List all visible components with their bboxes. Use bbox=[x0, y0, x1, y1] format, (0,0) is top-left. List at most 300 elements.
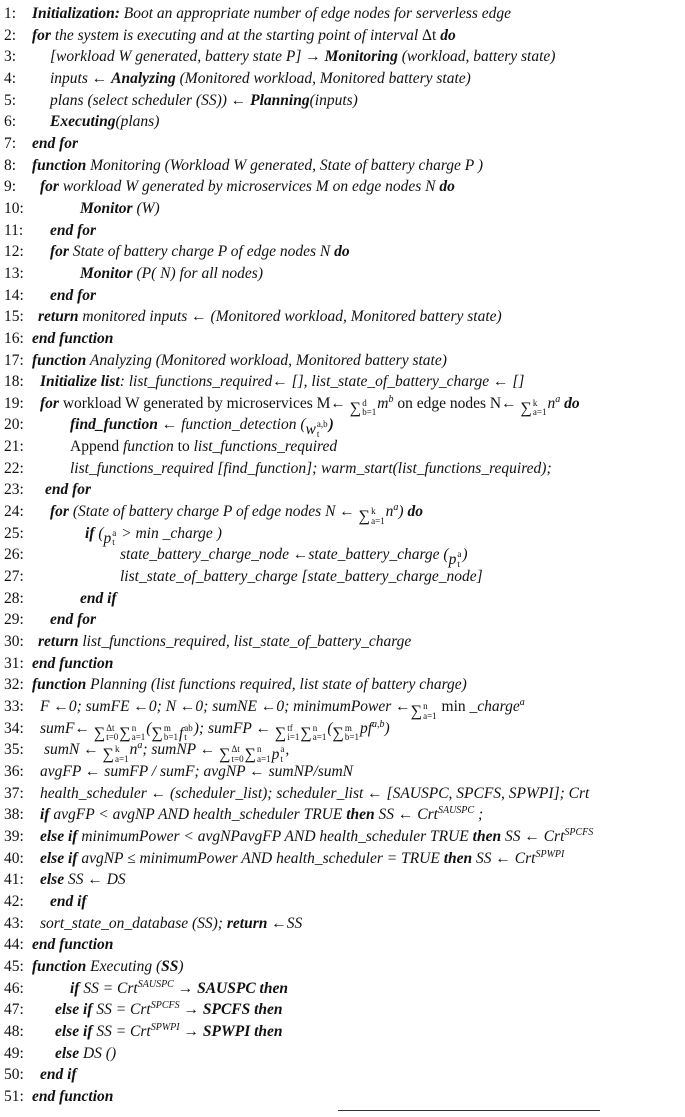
keyword: function bbox=[32, 676, 87, 694]
code-text: to bbox=[173, 438, 194, 456]
line-text bbox=[40, 1064, 77, 1086]
math-superscript: m bbox=[163, 722, 171, 733]
keyword: Initialization: bbox=[32, 5, 120, 22]
math-superscript: k bbox=[532, 397, 538, 408]
math-subscript: b=1 bbox=[362, 407, 377, 418]
algorithm-line bbox=[0, 479, 685, 501]
line-text bbox=[40, 783, 589, 805]
algorithm-line bbox=[0, 25, 685, 47]
keyword: end for bbox=[45, 481, 92, 499]
code-text: health_scheduler ← (scheduler_list); scheduler_list ← [SAUSPC, SPCFS, SPWPI]; Crt bbox=[40, 784, 590, 802]
code-text: avgFP ← sumFP / sumF; avgNP ← sumNP/sumN bbox=[40, 762, 354, 780]
line-number: 9: bbox=[4, 178, 17, 196]
math-base: p bbox=[271, 746, 280, 764]
math-superscript: Δt bbox=[106, 722, 115, 733]
algorithm-line bbox=[0, 588, 685, 610]
code-text: monitored inputs ← (Monitored workload, Monitored battery state) bbox=[78, 308, 502, 326]
line-text bbox=[32, 934, 113, 956]
algorithm-line bbox=[0, 350, 685, 372]
code-text: m bbox=[377, 394, 389, 412]
algorithm-line bbox=[0, 458, 685, 480]
line-number: 10: bbox=[4, 199, 24, 217]
code-text: → bbox=[179, 1022, 203, 1040]
line-text bbox=[44, 739, 290, 764]
math-superscript: m bbox=[344, 722, 352, 733]
code-text: Monitoring (Workload W generated, State of battery charge P ) bbox=[86, 156, 484, 174]
keyword: Analyzing bbox=[111, 69, 176, 87]
algorithm-line bbox=[0, 263, 685, 285]
code-text: Executing ( bbox=[86, 957, 162, 975]
line-text bbox=[40, 869, 126, 891]
code-text: sumF← bbox=[40, 719, 94, 737]
line-text bbox=[32, 653, 113, 675]
math-subscript: t bbox=[184, 732, 187, 743]
algorithm-line bbox=[0, 90, 685, 112]
code-text: ) bbox=[398, 503, 404, 521]
math-superscript: a bbox=[137, 740, 143, 752]
algorithm-line bbox=[0, 609, 685, 631]
math-superscript: SPWPI bbox=[535, 848, 565, 860]
line-text bbox=[80, 198, 160, 220]
code-text: DS () bbox=[79, 1044, 117, 1062]
line-number: 26: bbox=[4, 546, 24, 564]
keyword: return bbox=[38, 633, 79, 651]
math-superscript: b bbox=[388, 393, 394, 405]
algorithm-line bbox=[0, 804, 685, 826]
line-number: 31: bbox=[4, 654, 24, 672]
line-text bbox=[32, 956, 184, 978]
line-text bbox=[70, 458, 552, 480]
line-number: 43: bbox=[4, 914, 24, 932]
code-text: ← function_detection ( bbox=[157, 416, 306, 434]
code-text: list_functions_required bbox=[193, 438, 338, 456]
keyword: Monitor bbox=[80, 199, 133, 217]
keyword: end if bbox=[80, 589, 117, 607]
algorithm-line bbox=[0, 674, 685, 696]
keyword: return bbox=[226, 914, 268, 932]
algorithm-line bbox=[0, 176, 685, 198]
math-base: ∑ bbox=[102, 746, 114, 764]
math-subscript: a=1 bbox=[371, 515, 385, 526]
line-number: 38: bbox=[4, 806, 24, 824]
line-number: 14: bbox=[4, 286, 24, 304]
line-number: 21: bbox=[4, 438, 24, 456]
code-text: (inputs) bbox=[309, 91, 358, 109]
line-text bbox=[50, 46, 555, 68]
math-superscript: a bbox=[519, 697, 525, 708]
keyword: for bbox=[32, 26, 51, 44]
keyword: ) bbox=[328, 416, 334, 434]
line-number: 50: bbox=[4, 1066, 24, 1084]
math-base: ∑ bbox=[151, 724, 163, 742]
keyword: else bbox=[40, 871, 65, 889]
algorithm-line bbox=[0, 46, 685, 68]
math-superscript: k bbox=[114, 744, 120, 755]
code-text: SS = Crt bbox=[92, 1001, 151, 1019]
algorithm-line bbox=[0, 978, 685, 1000]
code-text: SS ← Crt bbox=[374, 806, 438, 824]
keyword: SPCFS then bbox=[202, 1001, 283, 1019]
algorithm-line bbox=[0, 133, 685, 155]
math-superscript: SAUSPC bbox=[437, 805, 475, 817]
line-text bbox=[32, 328, 113, 350]
algorithm-line bbox=[0, 544, 685, 569]
algorithm-line bbox=[0, 783, 685, 805]
keyword: end if bbox=[40, 1066, 77, 1084]
line-number: 36: bbox=[4, 762, 24, 780]
code-text: , bbox=[285, 741, 290, 759]
keyword: else if bbox=[40, 827, 78, 845]
line-number: 20: bbox=[4, 416, 24, 434]
code-text: → bbox=[179, 1001, 203, 1019]
line-text bbox=[50, 220, 96, 242]
code-text: Append bbox=[70, 438, 123, 456]
line-text bbox=[120, 544, 468, 569]
math-base: ∑ bbox=[93, 724, 106, 742]
line-text bbox=[40, 804, 483, 826]
algorithm-listing bbox=[0, 3, 685, 1107]
math-superscript: tf bbox=[287, 722, 293, 733]
line-text bbox=[38, 306, 502, 328]
code-text: ); sumFP ← bbox=[193, 719, 275, 737]
line-text bbox=[70, 436, 337, 458]
math-base: ∑ bbox=[520, 399, 532, 417]
keyword: Monitoring bbox=[324, 48, 398, 66]
line-text bbox=[50, 609, 96, 631]
algorithm-line bbox=[0, 220, 685, 242]
line-text bbox=[32, 1086, 113, 1108]
algorithm-line bbox=[0, 1086, 685, 1108]
line-number: 22: bbox=[4, 459, 24, 477]
math-subscript: t bbox=[457, 558, 460, 569]
code-text: SS ← Crt bbox=[501, 827, 565, 845]
line-number: 18: bbox=[4, 373, 24, 391]
algorithm-line bbox=[0, 501, 685, 526]
algorithm-line bbox=[0, 891, 685, 913]
line-number: 47: bbox=[4, 1001, 24, 1019]
math-superscript: a bbox=[280, 744, 285, 755]
line-text bbox=[50, 111, 159, 133]
line-text bbox=[55, 999, 283, 1021]
math-subscript: b=1 bbox=[163, 732, 178, 743]
algorithm-line bbox=[0, 718, 685, 743]
line-text bbox=[55, 1043, 116, 1065]
line-number: 45: bbox=[4, 957, 24, 975]
algorithm-line bbox=[0, 1021, 685, 1043]
keyword: end function bbox=[32, 654, 114, 672]
keyword: then bbox=[443, 849, 473, 867]
code-text: avgFP < avgNP AND health_scheduler TRUE bbox=[49, 806, 347, 824]
line-text bbox=[50, 68, 471, 90]
math-subscript: a=1 bbox=[131, 732, 146, 743]
algorithm-line bbox=[0, 523, 685, 548]
math-superscript: a bbox=[457, 549, 462, 560]
keyword: end function bbox=[32, 329, 114, 347]
line-number: 46: bbox=[4, 979, 24, 997]
algorithm-line bbox=[0, 285, 685, 307]
line-number: 7: bbox=[4, 134, 17, 152]
line-number: 6: bbox=[4, 113, 17, 131]
math-superscript: SPWPI bbox=[150, 1021, 180, 1033]
math-subscript: a=1 bbox=[423, 710, 437, 721]
line-number: 48: bbox=[4, 1022, 24, 1040]
keyword: then bbox=[346, 806, 375, 824]
algorithm-line bbox=[0, 696, 685, 721]
algorithm-line bbox=[0, 956, 685, 978]
math-base: w bbox=[305, 421, 316, 439]
line-text bbox=[50, 241, 350, 263]
algorithm-line bbox=[0, 739, 685, 764]
line-number: 28: bbox=[4, 589, 24, 607]
line-number: 29: bbox=[4, 611, 24, 629]
code-text: pf bbox=[359, 719, 373, 737]
line-number: 23: bbox=[4, 481, 24, 499]
math-subscript: a=1 bbox=[312, 732, 327, 743]
code-text: on edge nodes N← bbox=[393, 394, 521, 412]
line-text bbox=[40, 826, 593, 848]
keyword: then bbox=[472, 827, 502, 845]
math-base: p bbox=[448, 551, 457, 569]
algorithm-line bbox=[0, 436, 685, 458]
keyword: return bbox=[38, 308, 79, 326]
code-text: workload W generated by microservices M on edge nodes N bbox=[58, 178, 440, 196]
code-text: ( bbox=[327, 719, 333, 737]
code-text: SS = Crt bbox=[79, 979, 138, 997]
math-superscript: k bbox=[371, 506, 376, 517]
math-superscript: d bbox=[362, 397, 367, 408]
code-text: plans (select scheduler (SS)) ← bbox=[50, 91, 251, 109]
code-text: list_state_of_battery_charge [state_battery_charge_node] bbox=[120, 568, 483, 586]
math-superscript: n bbox=[131, 722, 137, 733]
keyword: do bbox=[560, 394, 580, 412]
line-text bbox=[32, 350, 447, 372]
code-text: ) bbox=[178, 957, 184, 975]
line-number: 40: bbox=[4, 849, 24, 867]
line-number: 8: bbox=[4, 156, 17, 174]
algorithm-line bbox=[0, 566, 685, 588]
line-number: 11: bbox=[4, 221, 24, 239]
code-text: (plans) bbox=[115, 113, 160, 131]
code-text: workload W generated by microservices M← bbox=[58, 394, 350, 412]
algorithm-line bbox=[0, 241, 685, 263]
keyword: else bbox=[55, 1044, 80, 1062]
line-number: 34: bbox=[4, 719, 24, 737]
line-number: 39: bbox=[4, 827, 24, 845]
code-text: : list_functions_required← [], list_state_of_battery_charge ← [] bbox=[119, 373, 525, 391]
code-text: ←SS bbox=[267, 914, 303, 932]
line-number: 37: bbox=[4, 784, 24, 802]
code-text: sort_state_on_database (SS); bbox=[40, 914, 227, 932]
code-text: State of battery charge P of edge nodes N bbox=[68, 243, 335, 261]
keyword: if bbox=[40, 806, 50, 824]
algorithm-line bbox=[0, 999, 685, 1021]
math-superscript: a,b bbox=[316, 419, 328, 430]
algorithm-line bbox=[0, 3, 685, 25]
math-superscript: n bbox=[423, 701, 428, 711]
line-number: 32: bbox=[4, 676, 24, 694]
code-text: ) bbox=[462, 546, 468, 564]
code-text: (P( N) for all nodes) bbox=[132, 264, 264, 282]
math-subscript: t bbox=[112, 537, 115, 548]
math-superscript: a bbox=[393, 502, 399, 514]
line-text bbox=[80, 263, 263, 285]
math-base: ∑ bbox=[332, 724, 344, 742]
line-text bbox=[80, 588, 117, 610]
line-text bbox=[40, 393, 580, 418]
code-text: ( bbox=[146, 719, 152, 737]
line-number: 33: bbox=[4, 698, 24, 715]
line-text bbox=[40, 761, 353, 783]
line-number: 16: bbox=[4, 329, 24, 347]
math-superscript: n bbox=[257, 744, 262, 755]
code-text: ; bbox=[474, 806, 484, 824]
keyword: end function bbox=[32, 1087, 114, 1105]
line-text bbox=[40, 696, 525, 721]
code-text: list_functions_required [find_function]; warm_start(list_functions_required); bbox=[70, 459, 552, 477]
math-subscript: t=0 bbox=[106, 732, 119, 743]
keyword: end for bbox=[50, 221, 97, 239]
math-subscript: i=1 bbox=[287, 732, 300, 743]
math-subscript: t bbox=[280, 753, 283, 764]
algorithm-line bbox=[0, 934, 685, 956]
math-superscript: a,b bbox=[372, 718, 385, 730]
line-text bbox=[32, 3, 511, 25]
keyword: end for bbox=[50, 286, 97, 304]
keyword: for bbox=[50, 243, 69, 261]
line-number: 1: bbox=[4, 5, 17, 22]
keyword: for bbox=[40, 394, 59, 412]
math-base: ∑ bbox=[358, 508, 371, 526]
math-base: p bbox=[103, 529, 112, 547]
math-subscript: b=1 bbox=[344, 732, 359, 743]
line-number: 13: bbox=[4, 264, 24, 282]
keyword: for bbox=[50, 503, 69, 521]
math-superscript: n bbox=[312, 722, 318, 733]
algorithm-line bbox=[0, 328, 685, 350]
algorithm-line bbox=[0, 371, 685, 393]
code-text: > min _charge ) bbox=[117, 524, 222, 542]
line-text bbox=[70, 414, 334, 439]
bottom-rule bbox=[338, 1110, 600, 1111]
code-text: n bbox=[129, 741, 138, 759]
keyword: else if bbox=[55, 1001, 93, 1019]
line-text bbox=[50, 285, 96, 307]
keyword: end for bbox=[32, 134, 79, 152]
line-text bbox=[32, 133, 78, 155]
line-text bbox=[38, 631, 411, 653]
keyword: SS bbox=[161, 957, 179, 975]
algorithm-line bbox=[0, 653, 685, 675]
algorithm-line bbox=[0, 68, 685, 90]
algorithm-line bbox=[0, 414, 685, 439]
line-number: 35: bbox=[4, 741, 24, 759]
code-text: (Monitored workload, Monitored battery state) bbox=[175, 69, 471, 87]
code-text: n bbox=[547, 394, 556, 412]
line-number: 30: bbox=[4, 633, 24, 651]
line-text bbox=[40, 848, 564, 870]
line-number: 27: bbox=[4, 568, 24, 586]
keyword: else if bbox=[40, 849, 78, 867]
line-text bbox=[55, 1021, 283, 1043]
code-text: → bbox=[173, 979, 198, 997]
keyword: do bbox=[403, 503, 423, 521]
code-text: SS ← Crt bbox=[472, 849, 536, 867]
math-base: ∑ bbox=[119, 724, 131, 742]
keyword: else if bbox=[55, 1022, 93, 1040]
line-number: 5: bbox=[4, 91, 17, 109]
math-base: ∑ bbox=[274, 724, 287, 742]
code-text: (State of battery charge P of edge nodes N ← bbox=[68, 503, 359, 521]
keyword: SAUSPC then bbox=[197, 979, 288, 997]
line-number: 17: bbox=[4, 351, 24, 369]
code-text: sumN ← bbox=[44, 741, 103, 759]
line-text bbox=[45, 479, 91, 501]
line-text bbox=[70, 978, 288, 1000]
keyword: SPWPI then bbox=[202, 1022, 283, 1040]
line-number: 19: bbox=[4, 394, 24, 412]
keyword: end function bbox=[32, 936, 114, 954]
code-text: n bbox=[385, 503, 394, 521]
code-text: (W) bbox=[132, 199, 160, 217]
line-number: 51: bbox=[4, 1087, 24, 1105]
keyword: end for bbox=[50, 611, 97, 629]
code-text: the system is executing and at the starting point of interval bbox=[50, 26, 423, 44]
line-number: 12: bbox=[4, 243, 24, 261]
math-base: ∑ bbox=[219, 746, 231, 764]
algorithm-line bbox=[0, 198, 685, 220]
code-text: (workload, battery state) bbox=[397, 48, 556, 66]
algorithm-line bbox=[0, 1064, 685, 1086]
code-text: SS = Crt bbox=[92, 1022, 151, 1040]
line-text bbox=[32, 674, 467, 696]
line-text bbox=[120, 566, 483, 588]
keyword: if bbox=[70, 979, 80, 997]
keyword: find_function bbox=[70, 416, 158, 434]
code-text: Planning (list functions required, list state of battery charge) bbox=[86, 676, 467, 694]
algorithm-line bbox=[0, 631, 685, 653]
line-number: 42: bbox=[4, 892, 24, 910]
line-number: 2: bbox=[4, 26, 17, 44]
algorithm-line bbox=[0, 393, 685, 418]
math-superscript: SPCFS bbox=[564, 826, 594, 838]
keyword: Executing bbox=[50, 113, 116, 131]
algorithm-line bbox=[0, 848, 685, 870]
math-subscript: a=1 bbox=[257, 753, 271, 764]
line-number: 49: bbox=[4, 1044, 24, 1062]
line-number: 15: bbox=[4, 308, 24, 326]
math-subscript: a=1 bbox=[532, 407, 547, 418]
algorithm-line bbox=[0, 111, 685, 133]
keyword: Monitor bbox=[80, 264, 133, 282]
algorithm-line bbox=[0, 826, 685, 848]
algorithm-line bbox=[0, 155, 685, 177]
line-text bbox=[85, 523, 222, 548]
algorithm-line bbox=[0, 306, 685, 328]
code-text: ) bbox=[384, 719, 390, 737]
line-number: 3: bbox=[4, 48, 17, 66]
line-number: 44: bbox=[4, 936, 24, 954]
keyword: do bbox=[334, 243, 350, 261]
code-text: ; sumNP ← bbox=[142, 741, 220, 759]
line-text bbox=[50, 501, 423, 526]
math-superscript: Δt bbox=[231, 744, 240, 755]
algorithm-line bbox=[0, 869, 685, 891]
math-superscript: SPCFS bbox=[150, 1000, 180, 1012]
line-number: 4: bbox=[4, 69, 17, 87]
line-text bbox=[40, 371, 524, 393]
math-superscript: ab bbox=[184, 722, 193, 733]
keyword: function bbox=[32, 957, 87, 975]
